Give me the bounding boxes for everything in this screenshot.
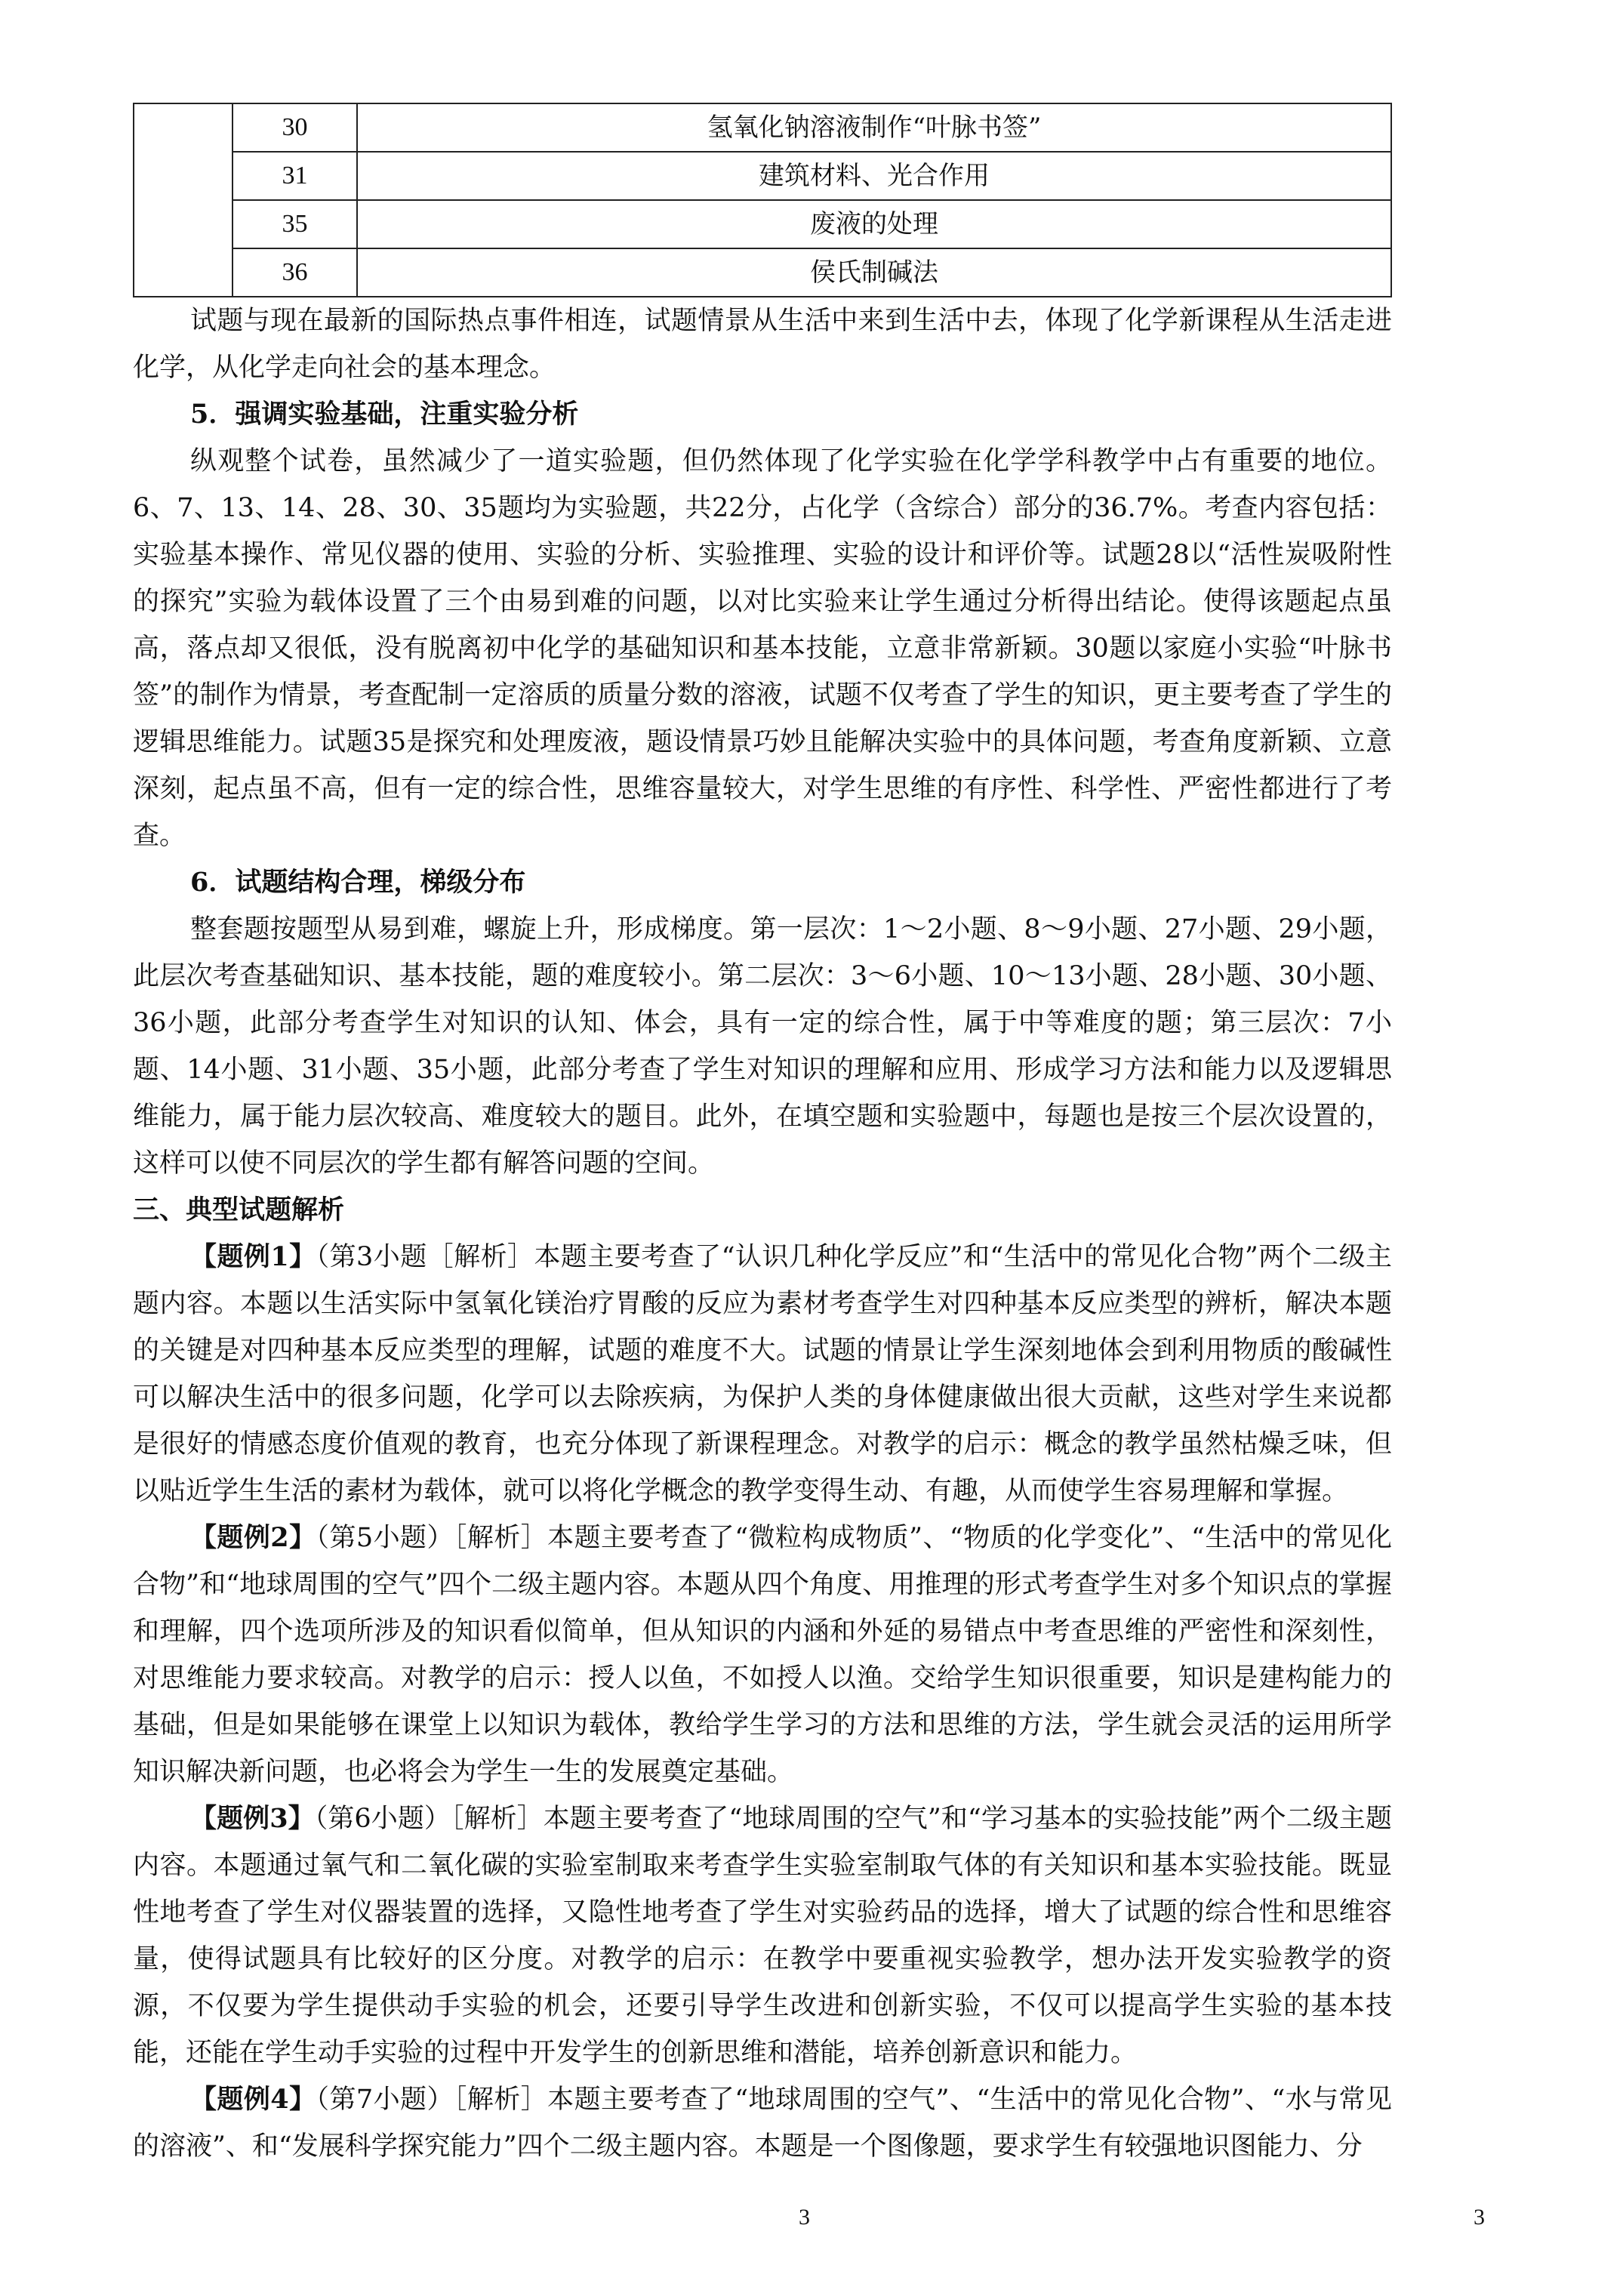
example4-paragraph (133, 2076, 1392, 2170)
table-cell-num: 30 (233, 103, 357, 152)
example3-label: 【题例3】 (190, 1803, 315, 1834)
table-cell-name: 氢氧化钠溶液制作“叶脉书签” (357, 103, 1391, 152)
topics-table (133, 103, 1392, 297)
table-row (134, 152, 1391, 200)
section6-paragraph: 整套题按题型从易到难，螺旋上升，形成梯度。第一层次：1～2小题、8～9小题、27小题、29小题，此层次考查基础知识、基本技能，题的难度较小。第二层次：3～6小题、10～13小题、28小题、30小题、36小题，此部分考查学生对知识的认知、体会，具有一定的综合性，属于中等难度的题；第三层次：7小题、14小题、31小题、35小题，此部分考查了学生对知识的理解和应用、形成学习方法和能力以及逻辑思维能力，属于能力层次较高、难度较大的题目。此外，在填空题和实验题中，每题也是按三个层次设置的，这样可以使不同层次的学生都有解答问题的空间。 (133, 914, 1392, 1179)
example4-body: （第7小题）［解析］本题主要考查了“地球周围的空气”、“生活中的常见化合物”、“水与常见的溶液”、和“发展科学探究能力”四个二级主题内容。本题是一个图像题，要求学生有较强地识图能力、分 (133, 2085, 1392, 2162)
section5-heading: 5．强调实验基础，注重实验分析 (190, 399, 579, 430)
example1-paragraph (133, 1234, 1392, 1515)
table-cell-num: 36 (233, 248, 357, 297)
page-number-right: 3 (1474, 2205, 1485, 2230)
table-row (134, 103, 1391, 152)
example3-body: （第6小题）［解析］本题主要考查了“地球周围的空气”和“学习基本的实验技能”两个二级主题内容。本题通过氧气和二氧化碳的实验室制取来考查学生实验室制取气体的有关知识和基本实验技能。既显性地考查了学生对仪器装置的选择，又隐性地考查了学生对实验药品的选择，增大了试题的综合性和思维容量，使得试题具有比较好的区分度。对教学的启示：在教学中要重视实验教学，想办法开发实验教学的资源，不仅要为学生提供动手实验的机会，还要引导学生改进和创新实验，不仅可以提高学生实验的基本技能，还能在学生动手实验的过程中开发学生的创新思维和潜能，培养创新意识和能力。 (133, 1804, 1392, 2068)
intro-paragraph: 试题与现在最新的国际热点事件相连，试题情景从生活中来到生活中去，体现了化学新课程从生活走进化学，从化学走向社会的基本理念。 (133, 306, 1392, 383)
example3-paragraph (133, 1795, 1392, 2076)
example4-label: 【题例4】 (190, 2084, 316, 2115)
example2-paragraph (133, 1515, 1392, 1795)
body-text (133, 297, 1392, 2170)
example2-label: 【题例2】 (190, 1522, 316, 1553)
table-cell-name: 废液的处理 (357, 200, 1391, 248)
table-cell-num: 31 (233, 152, 357, 200)
table-cell-name: 建筑材料、光合作用 (357, 152, 1391, 200)
example2-body: （第5小题）［解析］本题主要考查了“微粒构成物质”、“物质的化学变化”、“生活中的常见化合物”和“地球周围的空气”四个二级主题内容。本题从四个角度、用推理的形式考查学生对多个知识点的掌握和理解，四个选项所涉及的知识看似简单，但从知识的内涵和外延的易错点中考查思维的严密性和深刻性，对思维能力要求较高。对教学的启示：授人以鱼，不如授人以渔。交给学生知识很重要，知识是建构能力的基础，但是如果能够在课堂上以知识为载体，教给学生学习的方法和思维的方法，学生就会灵活的运用所学知识解决新问题，也必将会为学生一生的发展奠定基础。 (133, 1523, 1392, 1787)
example1-label: 【题例1】 (190, 1241, 316, 1272)
table-row (134, 248, 1391, 297)
table-cell-num: 35 (233, 200, 357, 248)
table-cell-name: 侯氏制碱法 (357, 248, 1391, 297)
section5-paragraph: 纵观整个试卷，虽然减少了一道实验题，但仍然体现了化学实验在化学学科教学中占有重要的地位。6、7、13、14、28、30、35题均为实验题，共22分，占化学（含综合）部分的36.7%。考查内容包括：实验基本操作、常见仪器的使用、实验的分析、实验推理、实验的设计和评价等。试题28以“活性炭吸附性的探究”实验为载体设置了三个由易到难的问题，以对比实验来让学生通过分析得出结论。使得该题起点虽高，落点却又很低，没有脱离初中化学的基础知识和基本技能，立意非常新颖。30题以家庭小实验“叶脉书签”的制作为情景，考查配制一定溶质的质量分数的溶液，试题不仅考查了学生的知识，更主要考查了学生的逻辑思维能力。试题35是探究和处理废液，题设情景巧妙且能解决实验中的具体问题，考查角度新颖、立意深刻，起点虽不高，但有一定的综合性，思维容量较大，对学生思维的有序性、科学性、严密性都进行了考查。 (133, 446, 1392, 851)
section6-heading: 6．试题结构合理，梯级分布 (190, 867, 526, 898)
example1-body: （第3小题［解析］本题主要考查了“认识几种化学反应”和“生活中的常见化合物”两个二级主题内容。本题以生活实际中氢氧化镁治疗胃酸的反应为素材考查学生对四种基本反应类型的辨析，解决本题的关键是对四种基本反应类型的理解，试题的难度不大。试题的情景让学生深刻地体会到利用物质的酸碱性可以解决生活中的很多问题，化学可以去除疾病，为保护人类的身体健康做出很大贡献，这些对学生来说都是很好的情感态度价值观的教育，也充分体现了新课程理念。对教学的启示：概念的教学虽然枯燥乏味，但以贴近学生生活的素材为载体，就可以将化学概念的教学变得生动、有趣，从而使学生容易理解和掌握。 (133, 1242, 1392, 1506)
table-blank-cell (134, 103, 233, 297)
table-row (134, 200, 1391, 248)
page-number-center: 3 (799, 2205, 810, 2230)
section3-heading: 三、典型试题解析 (133, 1194, 345, 1225)
